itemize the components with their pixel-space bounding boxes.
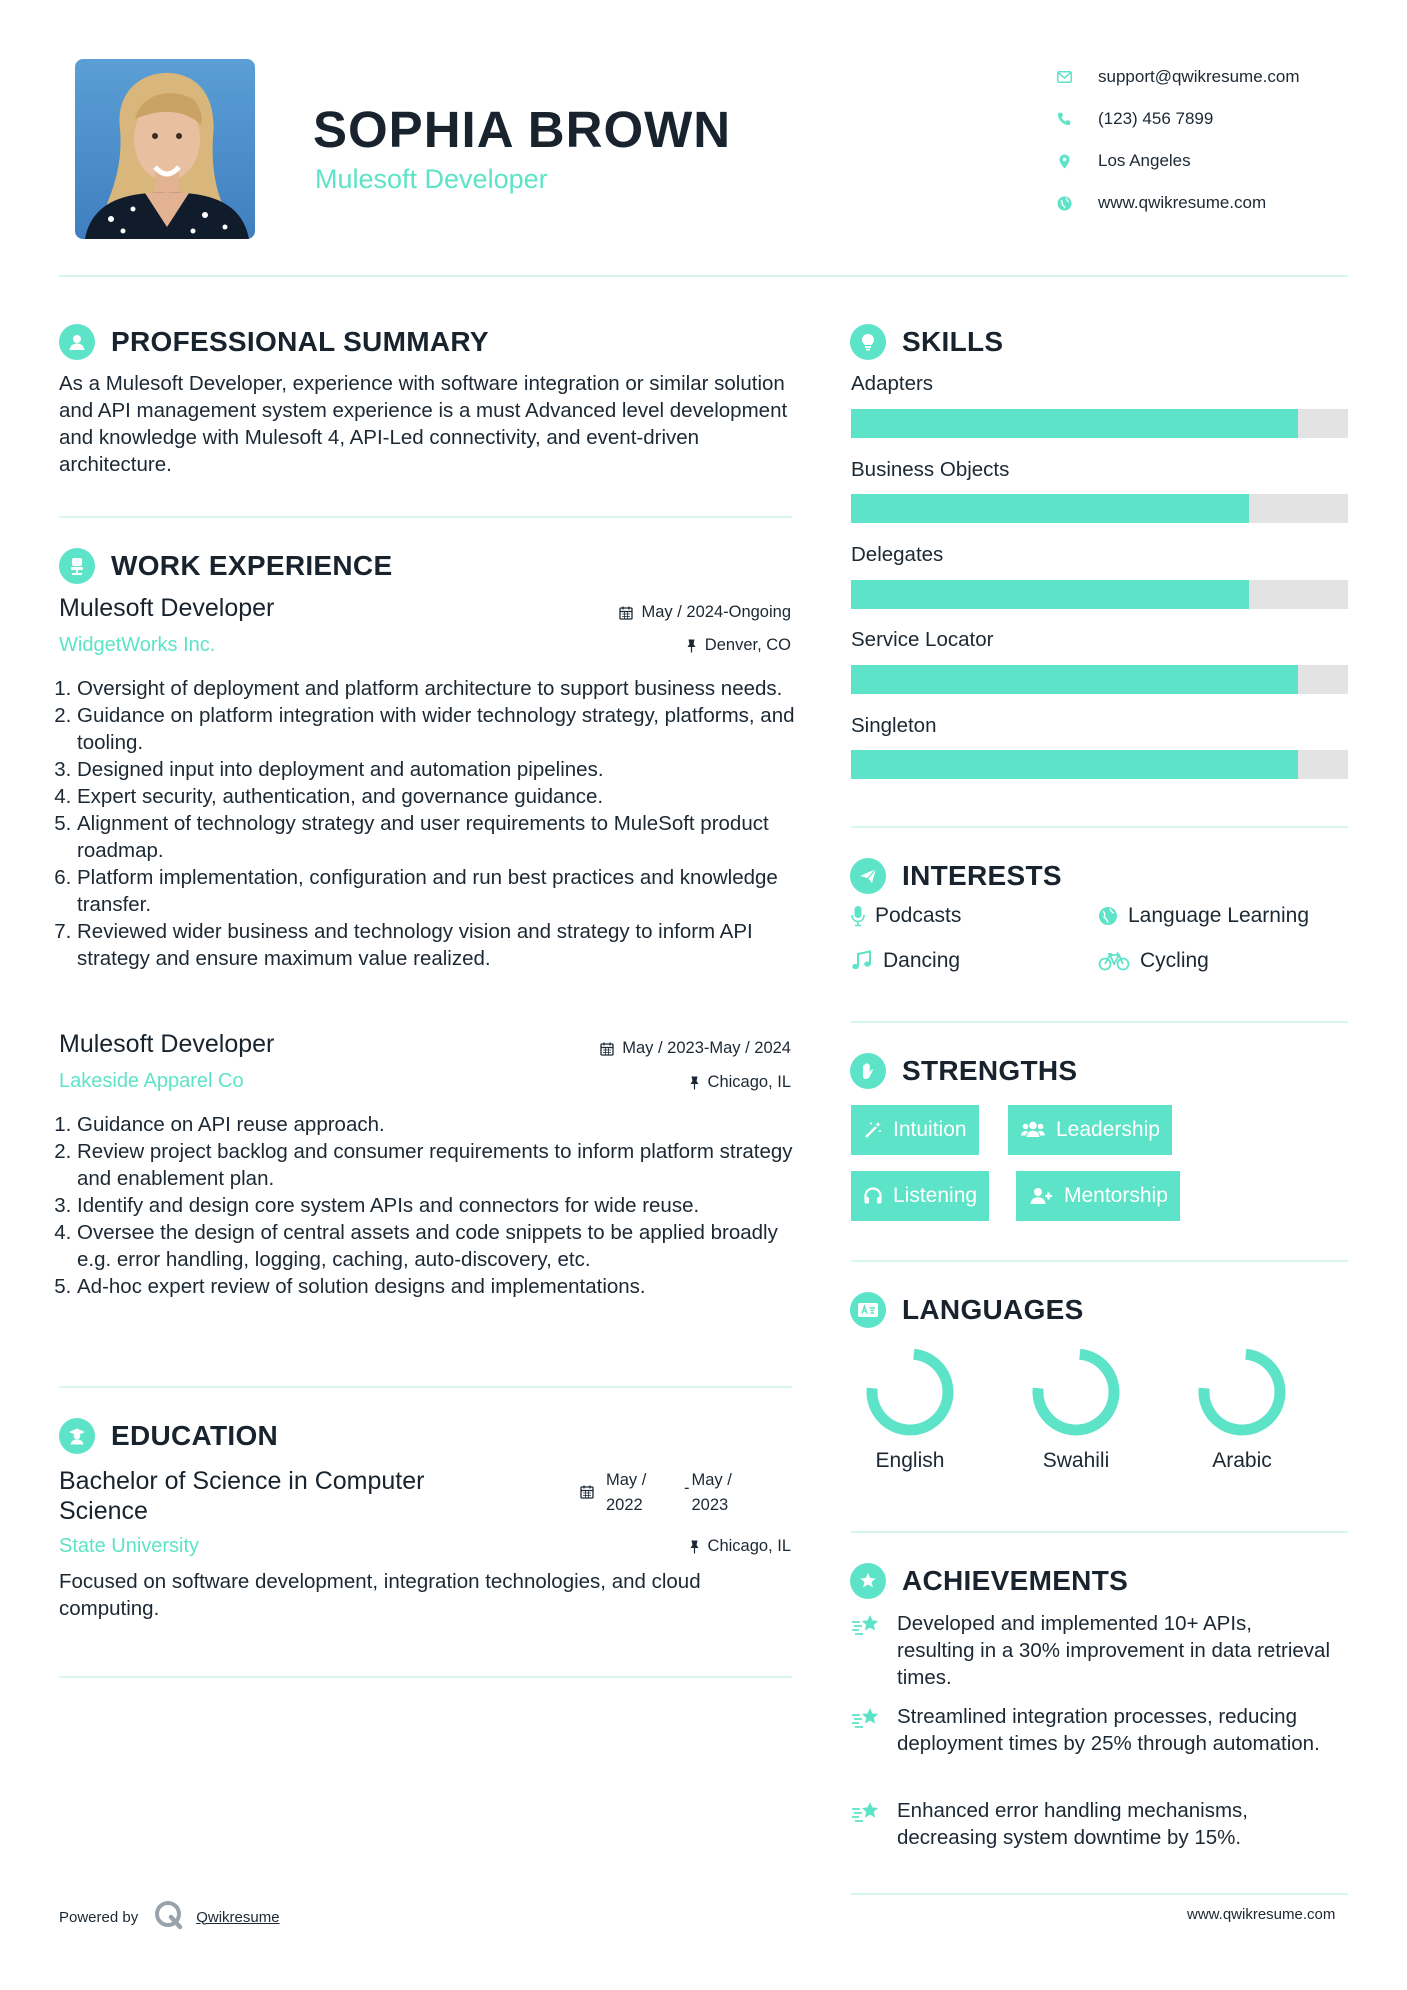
strength-tag — [1008, 1105, 1172, 1155]
skill-bar-track — [851, 750, 1348, 779]
candidate-name: SOPHIA BROWN — [313, 101, 732, 158]
strength-label: Mentorship — [1064, 1184, 1168, 1207]
languages-heading — [850, 1292, 1084, 1328]
language-card-icon — [850, 1292, 886, 1328]
skill-label: Service Locator — [851, 628, 994, 651]
education-start-date: May / 2022 — [606, 1471, 647, 1514]
skill-bar-fill — [851, 665, 1298, 694]
skill-bar-fill — [851, 494, 1249, 523]
language-progress-ring — [1031, 1347, 1121, 1437]
interests-heading — [850, 858, 1062, 894]
contact-location-text: Los Angeles — [1098, 151, 1191, 170]
list-item: 3. Identify and design core system APIs and connectors for wide reuse. — [77, 1192, 817, 1219]
list-item: 4. Oversee the design of central assets and code snippets to be applied broadly e.g. error handling, logging, caching, auto-discovery, etc. — [77, 1219, 817, 1273]
education-description: Focused on software development, integration technologies, and cloud computing. — [59, 1570, 701, 1620]
job-dates-text: May / 2023-May / 2024 — [622, 1039, 791, 1057]
list-item: 1. Oversight of deployment and platform architecture to support business needs. — [77, 675, 807, 702]
raised-hand-icon — [850, 1053, 886, 1089]
language-item — [1021, 1347, 1131, 1473]
education-end-date: May / 2023 — [691, 1471, 732, 1514]
paper-plane-icon — [850, 858, 886, 894]
skill-bar-track — [851, 665, 1348, 694]
list-item: 7. Reviewed wider business and technology vision and strategy to inform API strategy and ensure maximum value realized. — [77, 918, 807, 972]
skill-bar-fill — [851, 750, 1298, 779]
interests-divider — [851, 1021, 1348, 1023]
contact-phone — [1054, 98, 1300, 140]
interest-label: Dancing — [883, 949, 961, 972]
job-location — [689, 1073, 791, 1092]
education-heading — [59, 1418, 278, 1454]
strength-tag — [851, 1105, 979, 1155]
contact-email-text[interactable]: support@qwikresume.com — [1098, 67, 1300, 86]
job-title: Mulesoft Developer — [59, 594, 275, 622]
job-location-text: Chicago, IL — [707, 1073, 791, 1091]
language-name: English — [875, 1449, 945, 1472]
pushpin-icon — [689, 1076, 700, 1090]
header-divider — [59, 275, 1348, 277]
job-dates — [619, 603, 791, 622]
skill-bar-track — [851, 494, 1348, 523]
headphones-icon — [863, 1186, 883, 1206]
music-note-icon — [851, 950, 873, 972]
skill-label: Adapters — [851, 372, 934, 395]
language-progress-ring — [865, 1347, 955, 1437]
strength-label: Leadership — [1056, 1118, 1160, 1141]
achievement-item — [851, 1797, 1331, 1851]
education-dates — [580, 1468, 744, 1518]
achievement-text: Streamlined integration processes, reducing deployment times by 25% through automation. — [897, 1705, 1320, 1755]
language-name: Swahili — [1042, 1449, 1110, 1472]
bicycle-icon — [1098, 951, 1130, 971]
education-title: EDUCATION — [111, 1420, 279, 1451]
achievement-item — [851, 1703, 1331, 1757]
pushpin-icon — [689, 1540, 700, 1554]
qwikresume-link[interactable]: Qwikresume — [196, 1908, 280, 1926]
microphone-icon — [851, 905, 865, 927]
skill-label: Business Objects — [851, 458, 1010, 481]
shooting-star-icon — [851, 1610, 885, 1691]
skill-bar-fill — [851, 409, 1298, 438]
qwikresume-logo-icon — [154, 1900, 184, 1934]
globe-icon — [1098, 906, 1118, 926]
strength-label: Listening — [893, 1184, 978, 1207]
education-school: State University — [59, 1535, 200, 1557]
footer-website[interactable]: www.qwikresume.com — [1187, 1906, 1336, 1923]
pushpin-icon — [686, 639, 697, 653]
job-dates-text: May / 2024-Ongoing — [641, 603, 791, 621]
interest-item — [1098, 904, 1309, 928]
contact-block — [1054, 56, 1300, 224]
interests-title: INTERESTS — [902, 860, 1062, 891]
list-item: 2. Review project backlog and consumer requirements to inform platform strategy and enablement plan. — [77, 1138, 817, 1192]
contact-website — [1054, 182, 1300, 224]
education-location-text: Chicago, IL — [707, 1537, 791, 1555]
skills-divider — [851, 826, 1348, 828]
achievements-heading — [850, 1563, 1128, 1599]
interest-item — [851, 904, 961, 928]
strength-tag — [1016, 1171, 1180, 1221]
lightbulb-icon — [850, 324, 886, 360]
job-responsibilities — [59, 1111, 817, 1300]
magic-wand-icon — [863, 1120, 883, 1140]
job-company: Lakeside Apparel Co — [59, 1070, 244, 1092]
strengths-divider — [851, 1260, 1348, 1262]
language-item — [1187, 1347, 1297, 1473]
languages-title: LANGUAGES — [902, 1294, 1084, 1325]
profile-photo-illustration — [75, 59, 255, 239]
summary-text: As a Mulesoft Developer, experience with software integration or similar solution and API management system experience is a must Advanced level development and knowledge with Mulesoft 4, API-Led connectivity, and event-driven architecture. — [59, 372, 788, 476]
powered-by-label: Powered by — [59, 1908, 139, 1926]
job-dates — [600, 1039, 791, 1058]
strength-tag — [851, 1171, 989, 1221]
map-pin-icon — [1054, 151, 1074, 171]
job-location — [686, 636, 791, 655]
envelope-icon — [1054, 67, 1074, 87]
shooting-star-icon — [851, 1797, 885, 1851]
summary-divider — [59, 516, 792, 518]
list-item: 3. Designed input into deployment and automation pipelines. — [77, 756, 807, 783]
skill-bar-fill — [851, 580, 1249, 609]
education-date-separator: - — [684, 1479, 690, 1497]
shooting-star-icon — [851, 1703, 885, 1757]
skill-bar-track — [851, 580, 1348, 609]
job-company: WidgetWorks Inc. — [59, 634, 216, 656]
experience-divider — [59, 1386, 792, 1388]
achievement-item — [851, 1610, 1331, 1691]
list-item: 2. Guidance on platform integration with wider technology strategy, platforms, and tooling. — [77, 702, 807, 756]
skill-label: Delegates — [851, 543, 944, 566]
education-degree: Bachelor of Science in Computer Science — [59, 1467, 425, 1525]
star-badge-icon — [850, 1563, 886, 1599]
interest-item — [1098, 949, 1209, 973]
list-item: 6. Platform implementation, configuration and run best practices and knowledge transfer. — [77, 864, 807, 918]
skills-heading — [850, 324, 1003, 360]
footer-powered-by — [59, 1900, 280, 1934]
interest-label: Language Learning — [1128, 904, 1310, 927]
skill-label: Singleton — [851, 714, 937, 737]
phone-icon — [1054, 109, 1074, 129]
list-item: 4. Expert security, authentication, and governance guidance. — [77, 783, 807, 810]
calendar-icon — [600, 1042, 614, 1056]
users-icon — [1020, 1120, 1046, 1140]
job-location-text: Denver, CO — [704, 636, 791, 654]
user-plus-icon — [1028, 1186, 1054, 1206]
summary-heading — [59, 324, 489, 360]
skills-title: SKILLS — [902, 326, 1004, 357]
experience-title: WORK EXPERIENCE — [111, 550, 393, 581]
calendar-icon — [580, 1485, 594, 1499]
strength-label: Intuition — [893, 1118, 967, 1141]
interest-item — [851, 949, 960, 973]
contact-website-text[interactable]: www.qwikresume.com — [1098, 193, 1267, 212]
list-item: 5. Ad-hoc expert review of solution designs and implementations. — [77, 1273, 817, 1300]
list-item: 5. Alignment of technology strategy and user requirements to MuleSoft product roadmap. — [77, 810, 807, 864]
strengths-heading — [850, 1053, 1077, 1089]
calendar-icon — [619, 606, 633, 620]
job-title: Mulesoft Developer — [59, 1030, 275, 1058]
interest-label: Podcasts — [875, 904, 962, 927]
contact-email — [1054, 56, 1300, 98]
education-divider — [59, 1676, 792, 1678]
experience-heading — [59, 548, 392, 584]
list-item: 1. Guidance on API reuse approach. — [77, 1111, 817, 1138]
interest-label: Cycling — [1140, 949, 1209, 972]
skill-bar-track — [851, 409, 1348, 438]
languages-divider — [851, 1531, 1348, 1533]
profile-photo — [75, 59, 255, 239]
achievement-text: Enhanced error handling mechanisms, decreasing system downtime by 15%. — [897, 1799, 1248, 1849]
language-progress-ring — [1197, 1347, 1287, 1437]
achievements-title: ACHIEVEMENTS — [902, 1565, 1129, 1596]
graduate-icon — [59, 1418, 95, 1454]
language-item — [855, 1347, 965, 1473]
office-chair-icon — [59, 548, 95, 584]
achievements-divider — [851, 1893, 1348, 1895]
contact-location — [1054, 140, 1300, 182]
candidate-role: Mulesoft Developer — [315, 164, 548, 194]
globe-icon — [1054, 193, 1074, 213]
contact-phone-text: (123) 456 7899 — [1098, 109, 1214, 128]
summary-title: PROFESSIONAL SUMMARY — [111, 326, 489, 357]
job-responsibilities — [59, 675, 807, 972]
user-icon — [59, 324, 95, 360]
education-location — [689, 1537, 791, 1556]
language-name: Arabic — [1212, 1449, 1272, 1472]
achievement-text: Developed and implemented 10+ APIs, resulting in a 30% improvement in data retrieval times. — [897, 1612, 1330, 1689]
strengths-title: STRENGTHS — [902, 1055, 1078, 1086]
